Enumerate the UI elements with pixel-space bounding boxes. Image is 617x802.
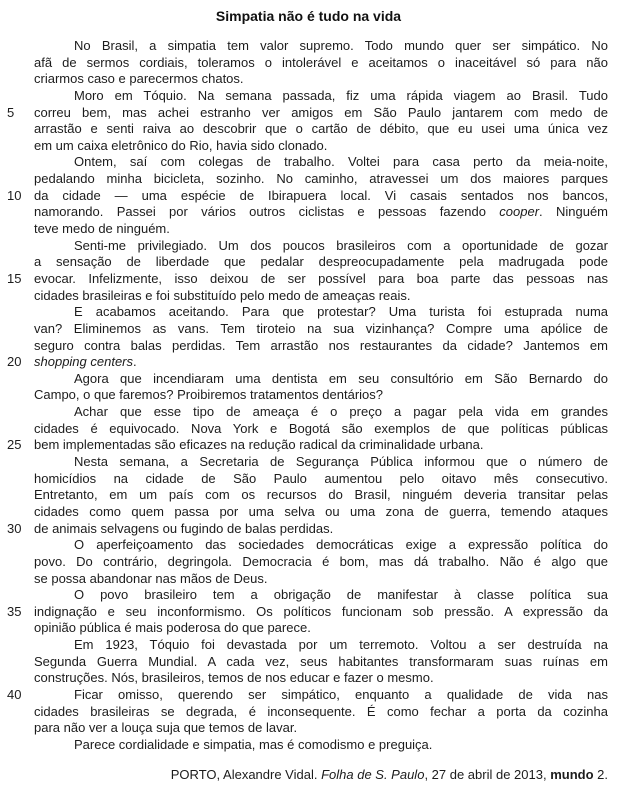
text-segment: O aperfeiçoamento das sociedades democráticas exige a expressão política do: [74, 537, 608, 553]
text-line: [34, 670, 617, 687]
text-body: [0, 38, 617, 754]
line-number: [0, 471, 34, 488]
text-line: [34, 720, 617, 737]
text-segment: Nesta semana, a Secretaria de Segurança Pública informou que o número de: [74, 454, 608, 470]
line-number: [0, 454, 34, 471]
text-line: [34, 620, 617, 637]
line-number: [0, 654, 34, 671]
line-number: [0, 720, 34, 737]
text-segment: Campo, o que faremos? Proibiremos tratamentos dentários?: [34, 387, 384, 403]
line-number: [0, 338, 34, 355]
text-line: [34, 637, 617, 654]
text-line: [34, 204, 617, 221]
text-line: [34, 321, 617, 338]
text-line-row: [0, 637, 617, 654]
text-segment: Senti-me privilegiado. Um dos poucos brasileiros com a oportunidade de gozar: [74, 237, 608, 253]
text-segment: em um caixa eletrônico do Rio, havia sido clonado.: [34, 137, 328, 153]
text-segment: Em 1923, Tóquio foi devastada por um terremoto. Voltou a ser destruída na: [74, 637, 608, 653]
text-segment: criarmos caso e parecermos chatos.: [34, 71, 244, 87]
text-line-row: [0, 238, 617, 255]
text-segment: cidades é equivocado. Nova York e Bogotá são exemplos de que políticas públicas: [34, 420, 608, 436]
text-segment-italic: shopping centers: [34, 354, 134, 370]
text-line-row: [0, 254, 617, 271]
text-line-row: [0, 487, 617, 504]
line-number: [0, 321, 34, 338]
text-line: [34, 121, 617, 138]
text-line: [34, 354, 617, 371]
citation-section: mundo: [550, 766, 594, 782]
citation: [0, 767, 617, 783]
text-line-row: [0, 371, 617, 388]
text-segment: homicídios na cidade de São Paulo aumentou pelo oitavo mês consecutivo.: [34, 470, 608, 486]
text-line: [34, 737, 617, 754]
text-line: [34, 304, 617, 321]
text-line: [34, 704, 617, 721]
text-line: [34, 471, 617, 488]
text-line: [34, 88, 617, 105]
line-number: [0, 571, 34, 588]
text-segment: pedalando minha bicicleta, sozinho. No caminho, atravessei um dos maiores parques: [34, 171, 608, 187]
text-line-row: [0, 604, 617, 621]
text-line-row: [0, 554, 617, 571]
line-number: [0, 670, 34, 687]
text-line-row: [0, 454, 617, 471]
text-line-row: [0, 288, 617, 305]
text-line: [34, 288, 617, 305]
line-number: [0, 288, 34, 305]
text-segment: da cidade — uma espécie de Ibirapuera local. Vi casais sentados nos bancos,: [34, 187, 608, 203]
text-segment: evocar. Infelizmente, isso deixou de ser possível para boa parte das pessoas nas: [34, 270, 608, 286]
text-line-row: [0, 670, 617, 687]
text-segment: E acabamos aceitando. Para que protestar? Uma turista foi estuprada numa: [74, 304, 608, 320]
text-segment: Agora que incendiaram uma dentista em seu consultório em São Bernardo do: [74, 370, 608, 386]
line-number: [0, 154, 34, 171]
text-line-row: [0, 537, 617, 554]
citation-source: Folha de S. Paulo: [321, 766, 425, 782]
line-number: 10: [7, 187, 22, 203]
text-segment: de animais selvagens ou fugindo de balas perdidas.: [34, 520, 334, 536]
text-line: [34, 604, 617, 621]
text-line: [34, 504, 617, 521]
text-line-row: [0, 138, 617, 155]
line-number: 30: [7, 520, 22, 536]
text-line: [34, 421, 617, 438]
text-segment: arrastão e senti raiva ao descobrir que o cartão de débito, que eu usei uma única vez: [34, 121, 608, 137]
text-segment: Moro em Tóquio. Na semana passada, fiz uma rápida viagem ao Brasil. Tudo: [74, 87, 608, 103]
line-number: [0, 304, 34, 321]
text-line-row: [0, 437, 617, 454]
line-number: 40: [7, 686, 22, 702]
text-line: [34, 654, 617, 671]
text-line: [34, 38, 617, 55]
text-line: [34, 554, 617, 571]
line-number: [0, 737, 34, 754]
line-number: 25: [7, 437, 22, 453]
line-number: [0, 38, 34, 55]
text-line-row: [0, 737, 617, 754]
text-line: [34, 521, 617, 538]
text-segment: Segunda Guerra Mundial. A cada vez, seus habitantes transformaram suas ruínas em: [34, 653, 608, 669]
text-segment: namorando. Passei por vários outros ciclistas e pessoas fazendo: [34, 204, 500, 220]
text-line-row: [0, 521, 617, 538]
text-line-row: [0, 654, 617, 671]
line-number: [0, 587, 34, 604]
text-segment: teve medo de ninguém.: [34, 221, 170, 237]
page-title: Simpatia não é tudo na vida: [215, 8, 402, 24]
text-segment: cidades brasileiras e foi substituído pelo medo de ameaças reais.: [34, 287, 411, 303]
text-segment: Parece cordialidade e simpatia, mas é comodismo e preguiça.: [74, 736, 433, 752]
line-number: 35: [7, 603, 22, 619]
text-segment: Ficar omisso, querendo ser simpático, enquanto a qualidade de vida nas: [74, 686, 608, 702]
line-number: [0, 254, 34, 271]
text-segment: bem implementadas são eficazes na redução radical da criminalidade urbana.: [34, 437, 484, 453]
line-number: [0, 171, 34, 188]
text-line-row: [0, 154, 617, 171]
text-segment: seguro contra balas perdidas. Tem arrastão nos restaurantes da cidade? Jantemos em: [34, 337, 608, 353]
line-number: [0, 537, 34, 554]
text-line-row: [0, 571, 617, 588]
text-segment: povo. Do contrário, degringola. Democracia é bom, mas dá trabalho. Não é algo que: [34, 553, 608, 569]
text-segment: Entretanto, em um país com os recursos do Brasil, ninguém deveria transitar pelas: [34, 487, 608, 503]
text-line: [34, 437, 617, 454]
text-segment: correu bem, mas achei estranho ver amigos em São Paulo jantarem com medo de: [34, 104, 608, 120]
text-line: [34, 154, 617, 171]
line-number: [0, 55, 34, 72]
text-segment: indignação e seu inconformismo. Os políticos funcionam sob pressão. A expressão da: [34, 603, 608, 619]
text-segment: construções. Nós, brasileiros, temos de nos educar e fazer o mesmo.: [34, 670, 434, 686]
text-line-row: [0, 38, 617, 55]
line-number: 15: [7, 270, 22, 286]
line-number: [0, 554, 34, 571]
text-segment: van? Eliminemos as vans. Tem tiroteio na sua vizinhança? Compre uma apólice de: [34, 320, 608, 336]
line-number: [0, 371, 34, 388]
text-segment: Achar que esse tipo de ameaça é o preço a pagar pela vida em grandes: [74, 404, 608, 420]
text-line: [34, 188, 617, 205]
text-line: [34, 238, 617, 255]
text-line: [34, 537, 617, 554]
line-number: [0, 704, 34, 721]
citation-page: 2.: [593, 766, 608, 782]
text-segment: . Ninguém: [539, 204, 609, 220]
text-line: [34, 487, 617, 504]
text-segment: cidades como quem passa por uma selva ou uma zona de guerra, temendo ataques: [34, 503, 608, 519]
text-line-row: [0, 304, 617, 321]
text-line-row: [0, 354, 617, 371]
text-line-row: [0, 204, 617, 221]
text-line: [34, 454, 617, 471]
text-line-row: [0, 687, 617, 704]
line-number: 5: [7, 104, 15, 120]
text-line-row: [0, 704, 617, 721]
text-line-row: [0, 421, 617, 438]
text-line-row: [0, 221, 617, 238]
text-line-row: [0, 105, 617, 122]
text-line-row: [0, 504, 617, 521]
text-line-row: [0, 171, 617, 188]
text-line-row: [0, 471, 617, 488]
text-line: [34, 221, 617, 238]
text-line: [34, 171, 617, 188]
text-line: [34, 371, 617, 388]
text-segment: No Brasil, a simpatia tem valor supremo. Todo mundo quer ser simpático. No: [74, 38, 608, 53]
text-line: [34, 138, 617, 155]
line-number: 20: [7, 354, 22, 370]
text-line-row: [0, 321, 617, 338]
line-number: [0, 71, 34, 88]
text-line: [34, 687, 617, 704]
text-line-row: [0, 620, 617, 637]
text-line-row: [0, 88, 617, 105]
line-number: [0, 121, 34, 138]
text-line: [34, 71, 617, 88]
text-line-row: [0, 404, 617, 421]
text-line: [34, 404, 617, 421]
line-number: [0, 238, 34, 255]
text-segment: se possa abandonar nas mãos de Deus.: [34, 570, 268, 586]
citation-author: PORTO, Alexandre Vidal.: [170, 766, 322, 782]
text-line-row: [0, 55, 617, 72]
line-number: [0, 620, 34, 637]
text-segment: O povo brasileiro tem a obrigação de manifestar à classe política sua: [74, 587, 608, 603]
line-number: [0, 487, 34, 504]
line-number: [0, 421, 34, 438]
text-line: [34, 271, 617, 288]
text-segment: a sensação de liberdade que pedalar despreocupadamente pela madrugada pode: [34, 254, 608, 270]
text-segment: afã de sermos cordiais, toleramos o intolerável e aceitamos o inaceitável só para não: [34, 54, 608, 70]
text-line-row: [0, 338, 617, 355]
text-line-row: [0, 587, 617, 604]
line-number: [0, 221, 34, 238]
line-number: [0, 504, 34, 521]
text-segment: Ontem, saí com colegas de trabalho. Voltei para casa perto da meia-noite,: [74, 154, 608, 170]
text-line-row: [0, 271, 617, 288]
text-line: [34, 105, 617, 122]
text-line-row: [0, 121, 617, 138]
text-line-row: [0, 71, 617, 88]
text-line: [34, 338, 617, 355]
text-line-row: [0, 387, 617, 404]
text-line: [34, 571, 617, 588]
line-number: [0, 404, 34, 421]
text-line: [34, 587, 617, 604]
line-number: [0, 88, 34, 105]
line-number: [0, 387, 34, 404]
text-line-row: [0, 188, 617, 205]
text-segment: cidades brasileiras se degrada, é inconsequente. É como fechar a porta da cozinha: [34, 703, 608, 719]
line-number: [0, 204, 34, 221]
text-segment: para não ver a louça suja que temos de lavar.: [34, 720, 298, 736]
text-line: [34, 387, 617, 404]
text-line: [34, 55, 617, 72]
line-number: [0, 637, 34, 654]
text-line-row: [0, 720, 617, 737]
citation-date: , 27 de abril de 2013,: [424, 766, 551, 782]
text-line: [34, 254, 617, 271]
text-segment-italic: cooper: [499, 204, 540, 220]
text-segment: .: [133, 354, 137, 370]
line-number: [0, 138, 34, 155]
text-segment: opinião pública é mais poderosa do que parece.: [34, 620, 311, 636]
